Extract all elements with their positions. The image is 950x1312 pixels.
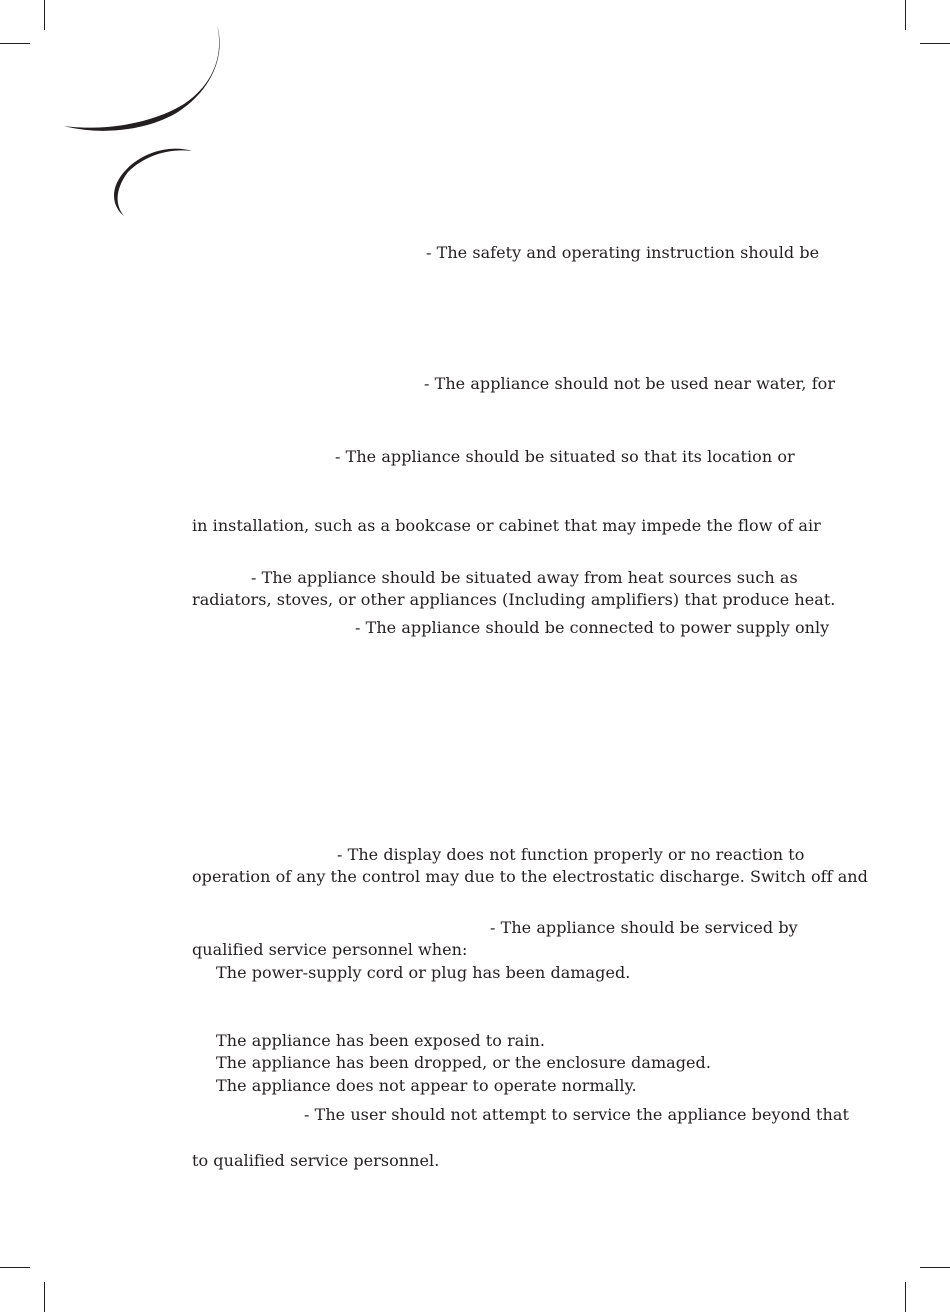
text-line: - The appliance should be situated away from heat sources such as	[251, 568, 798, 587]
crop-mark-top-right-vertical	[905, 0, 906, 30]
crop-mark-top-right-horizontal	[920, 43, 950, 44]
text-line: operation of any the control may due to the electrostatic discharge. Switch off and	[192, 867, 868, 886]
list-item: The appliance has been exposed to rain.	[216, 1031, 546, 1050]
text-line: - The appliance should be situated so that its location or	[335, 447, 795, 466]
swirl-ornament-icon	[0, 0, 240, 230]
list-item: The appliance does not appear to operate normally.	[216, 1076, 637, 1095]
text-line: qualified service personnel when:	[192, 940, 468, 959]
list-item: The appliance has been dropped, or the enclosure damaged.	[216, 1053, 711, 1072]
text-line: in installation, such as a bookcase or cabinet that may impede the flow of air	[192, 516, 821, 535]
text-line: to qualified service personnel.	[192, 1151, 440, 1170]
crop-mark-bottom-right-horizontal	[920, 1267, 950, 1268]
text-line: - The appliance should not be used near water, for	[424, 374, 836, 393]
list-item: The power-supply cord or plug has been damaged.	[216, 963, 631, 982]
crop-mark-bottom-left-horizontal	[0, 1267, 30, 1268]
crop-mark-bottom-right-vertical	[905, 1282, 906, 1312]
text-line: - The user should not attempt to service the appliance beyond that	[304, 1105, 849, 1124]
text-line: - The appliance should be serviced by	[490, 918, 798, 937]
crop-mark-bottom-left-vertical	[44, 1282, 45, 1312]
text-line: - The display does not function properly or no reaction to	[337, 845, 805, 864]
text-line: - The safety and operating instruction should be	[426, 243, 820, 262]
text-line: radiators, stoves, or other appliances (Including amplifiers) that produce heat.	[192, 590, 836, 609]
text-line: - The appliance should be connected to power supply only	[355, 618, 830, 637]
